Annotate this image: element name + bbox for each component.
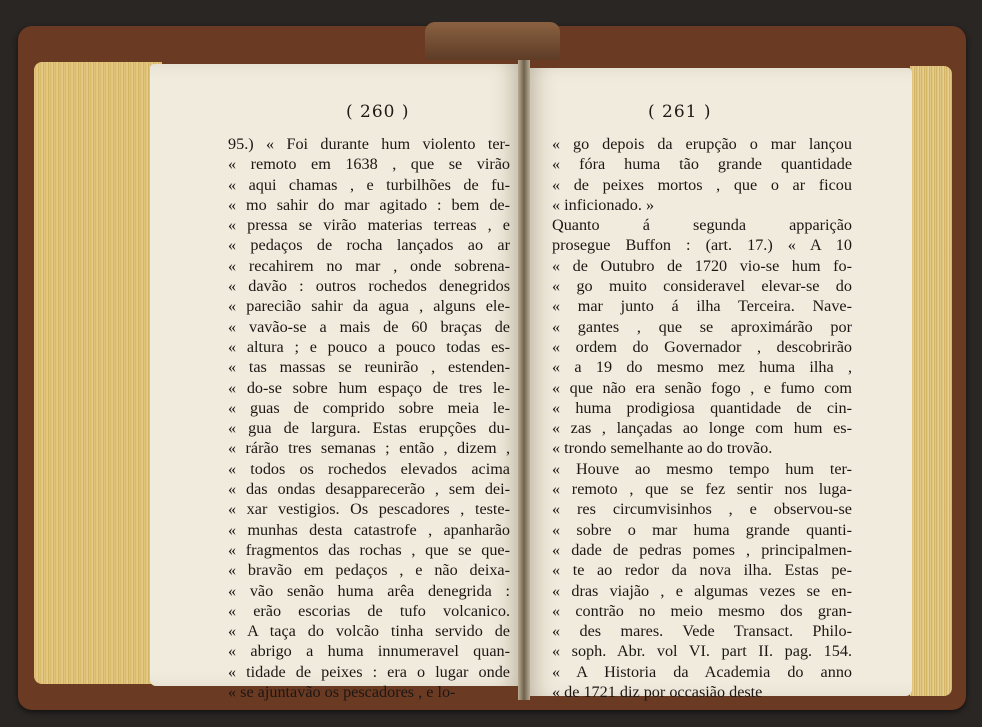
text-line: « de 1721 diz por occasião deste [552, 683, 763, 702]
text-line: « de peixes mortos , que o ar ficou [552, 175, 852, 194]
text-line: « soph. Abr. vol VI. part II. pag. 154. [552, 642, 852, 661]
page-edges-right [910, 66, 952, 696]
page-edges-left [34, 62, 162, 684]
text-line: « fóra huma tão grande quantidade [552, 155, 852, 174]
text-line: « todos os rochedos elevados acima [228, 459, 510, 478]
text-line: « trondo semelhante ao do trovão. [552, 439, 773, 458]
left-page [150, 64, 522, 702]
text-line: « se ajuntavão os pescadores , e lo- [228, 683, 456, 702]
text-line: « a 19 do mesmo mez huma ilha , [552, 358, 852, 377]
text-line: « do-se sobre hum espaço de tres le- [228, 378, 510, 397]
text-line: « bravão em pedaços , e não deixa- [228, 561, 510, 580]
text-line: « vão senão huma arêa denegrida : [228, 581, 510, 600]
text-line: « contrão no meio mesmo dos gran- [552, 601, 852, 620]
text-line: « A taça do volcão tinha servido de [228, 622, 510, 641]
text-line: « das ondas desapparecerão , sem dei- [228, 480, 510, 499]
text-line: « Houve ao mesmo tempo hum ter- [552, 459, 852, 478]
text-line: « A Historia da Academia do anno [552, 662, 852, 681]
text-line: « xar vestigios. Os pescadores , teste- [228, 500, 510, 519]
text-line: « tidade de peixes : era o lugar onde [228, 662, 510, 681]
book-spine [425, 22, 560, 60]
text-line: « inficionado. » [552, 195, 655, 214]
text-line: « sobre o mar huma grande quanti- [552, 520, 852, 539]
text-line: 95.) « Foi durante hum violento ter- [228, 135, 510, 153]
text-line: « recahirem no mar , onde sobrena- [228, 256, 510, 275]
right-page [526, 68, 912, 702]
text-line: « gantes , que se aproximárão por [552, 317, 852, 336]
left-page-text [228, 134, 510, 702]
text-line: « des mares. Vede Transact. Philo- [552, 622, 852, 641]
text-line: Quanto á segunda apparição [552, 216, 852, 235]
text-line: « erão escorias de tufo volcanico. [228, 601, 510, 620]
text-line: « zas , lançadas ao longe com hum es- [552, 419, 852, 438]
text-line: « remoto em 1638 , que se virão [228, 155, 510, 174]
text-line: prosegue Buffon : (art. 17.) « A 10 [552, 236, 852, 255]
text-line: « tas massas se reunirão , estenden- [228, 358, 510, 377]
text-line: « mar junto á ilha Terceira. Nave- [552, 297, 852, 316]
text-line: « res circumvisinhos , e observou-se [552, 500, 852, 519]
text-line: « parecião sahir da agua , alguns ele- [228, 297, 510, 316]
text-line: « altura ; e pouco a pouco todas es- [228, 337, 510, 356]
book-gutter [518, 60, 530, 700]
text-line: « pedaços de rocha lançados ao ar [228, 236, 510, 255]
text-line: « munhas desta catastrofe , apanharão [228, 520, 510, 539]
page-number-right: ( 261 ) [648, 102, 712, 122]
text-line: « guas de comprido sobre meia le- [228, 398, 510, 417]
text-line: « vavão-se a mais de 60 braças de [228, 317, 510, 336]
text-line: « rárão tres semanas ; então , dizem , [228, 439, 510, 458]
text-line: « te ao redor da nova ilha. Estas pe- [552, 561, 852, 580]
text-line: « pressa se virão materias terreas , e [228, 216, 510, 235]
text-line: « dras viajão , e algumas vezes se en- [552, 581, 852, 600]
text-line: « fragmentos das rochas , que se que- [228, 540, 510, 559]
text-line: « davão : outros rochedos denegridos [228, 277, 510, 296]
text-line: « huma prodigiosa quantidade de cin- [552, 398, 852, 417]
text-line: « de Outubro de 1720 vio-se hum fo- [552, 256, 852, 275]
text-line: « abrigo a huma innumeravel quan- [228, 642, 510, 661]
text-line: « aqui chamas , e turbilhões de fu- [228, 175, 510, 194]
text-line: « que não era senão fogo , e fumo com [552, 378, 852, 397]
text-line: « remoto , que se fez sentir nos luga- [552, 480, 852, 499]
text-line: « ordem do Governador , descobrirão [552, 337, 852, 356]
text-line: « go muito consideravel elevar-se do [552, 277, 852, 296]
text-line: « go depois da erupção o mar lançou [552, 135, 852, 153]
right-page-text [552, 134, 852, 702]
text-line: « mo sahir do mar agitado : bem de- [228, 195, 510, 214]
text-line: « dade de pedras pomes , principalmen- [552, 540, 852, 559]
page-number-left: ( 260 ) [346, 102, 410, 122]
text-line: « gua de largura. Estas erupções du- [228, 419, 510, 438]
